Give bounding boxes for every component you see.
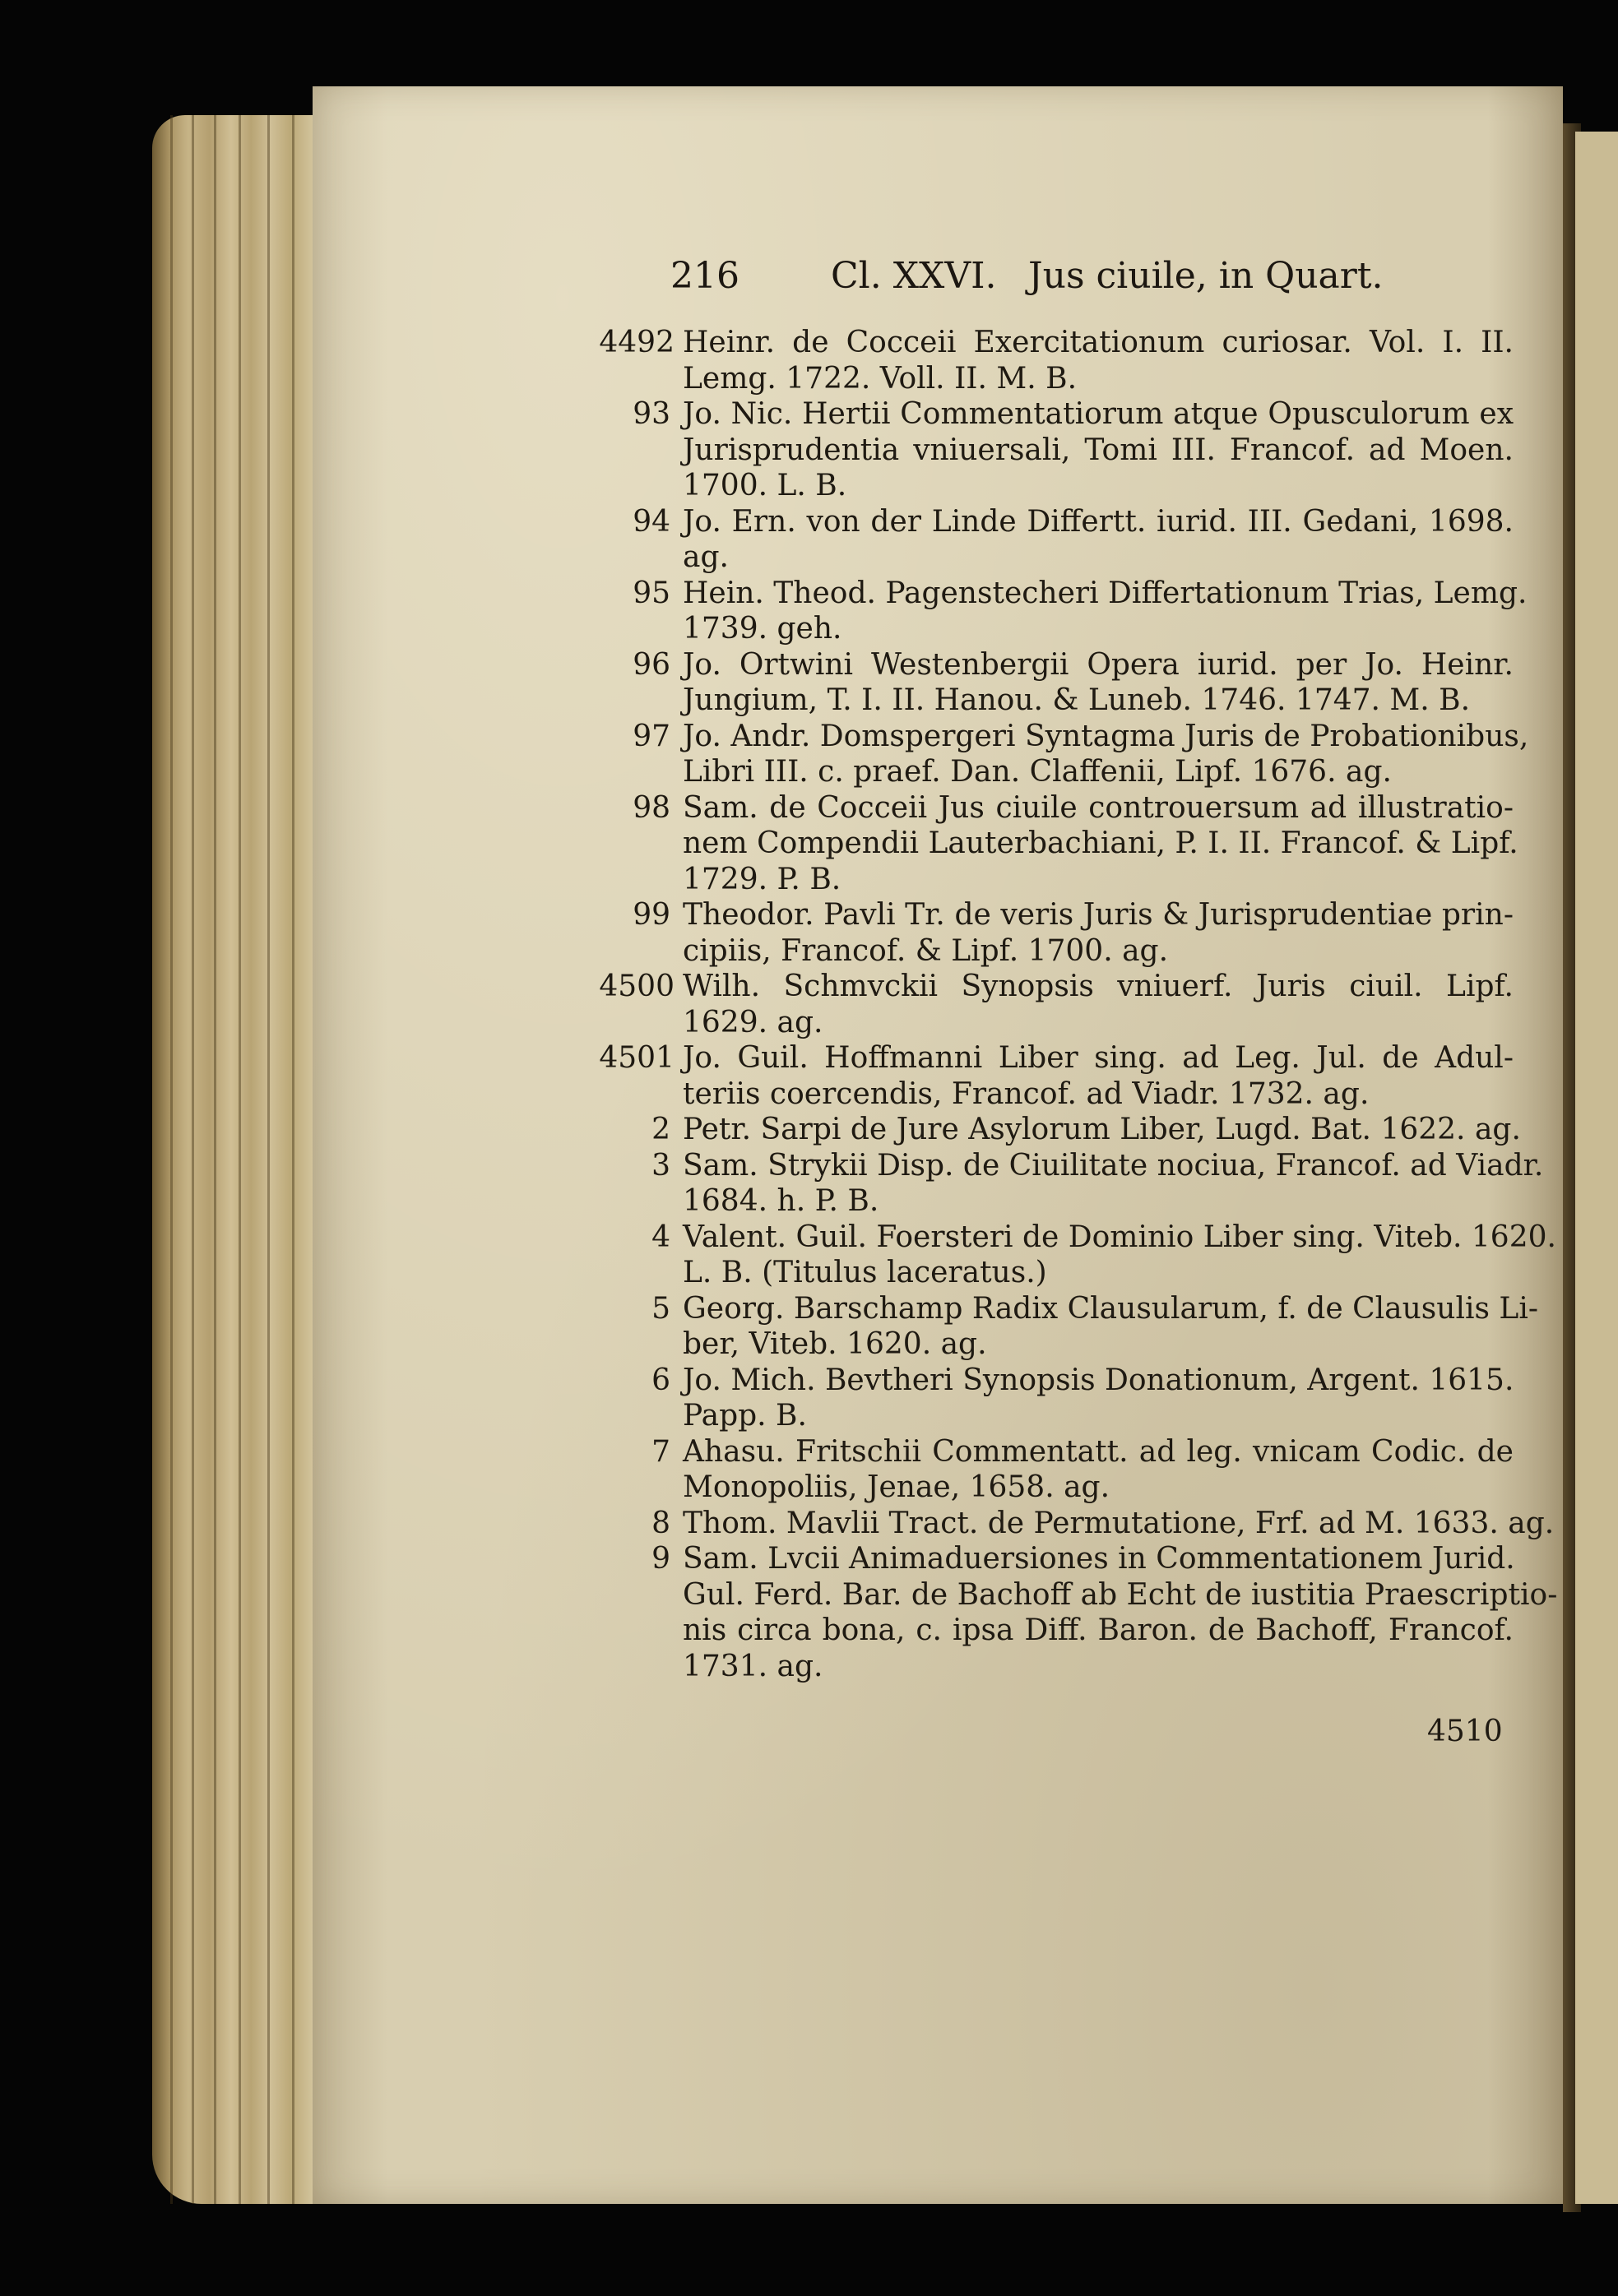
entry-line: Jo. Nic. Hertii Commentatiorum atque Opusculorum ex	[683, 397, 1514, 431]
catalog-entry	[633, 647, 1514, 719]
entry-number: 9	[651, 1542, 670, 1576]
entry-line: teriis coercendis, Francof. ad Viadr. 1732. ag.	[683, 1076, 1370, 1111]
entry-line: 1684. h. P. B.	[683, 1184, 879, 1218]
entry-line: Wilh. Schmvckii Synopsis vniuerf. Juris ciuil. Lipf.	[683, 970, 1514, 1003]
entry-line: L. B. (Titulus laceratus.)	[683, 1256, 1047, 1289]
catalog-entry	[633, 396, 1514, 504]
catalog-entry	[651, 1291, 1538, 1363]
catchword: 4510	[1427, 1715, 1503, 1748]
entry-number: 5	[651, 1291, 670, 1326]
section-title: Jus ciuile, in Quart.	[1028, 255, 1384, 297]
catalog-entry	[599, 1040, 1514, 1112]
entry-line: 1731. ag.	[683, 1649, 823, 1683]
catalog-entry	[651, 1434, 1514, 1506]
entry-line: 1729. P. B.	[683, 862, 841, 896]
entry-line: Georg. Barschamp Radix Clausularum, f. de Clausulis Li-	[683, 1291, 1538, 1326]
entry-line: Jo. Ortwini Westenbergii Opera iurid. per Jo. Heinr.	[683, 647, 1514, 682]
catalog-entry	[633, 504, 1514, 576]
entry-number: 94	[633, 504, 670, 539]
entry-line: Jo. Guil. Hoffmanni Liber sing. ad Leg. Jul. de Adul-	[683, 1041, 1514, 1075]
entry-line: Monopoliis, Jenae, 1658. ag.	[683, 1470, 1110, 1504]
page-header	[670, 255, 1509, 308]
entry-line: Papp. B.	[683, 1399, 807, 1433]
entry-line: Valent. Guil. Foersteri de Dominio Liber sing. Viteb. 1620.	[683, 1220, 1556, 1254]
entry-line: Jo. Andr. Domspergeri Syntagma Juris de Probationibus,	[683, 719, 1529, 753]
catalog-entry	[651, 1220, 1556, 1291]
catalog-entry	[633, 897, 1514, 969]
entry-line: 1700. L. B.	[683, 469, 847, 502]
entry-line: cipiis, Francof. & Lipf. 1700. ag.	[683, 933, 1169, 968]
entry-line: Petr. Sarpi de Jure Asylorum Liber, Lugd. Bat. 1622. ag.	[683, 1113, 1521, 1146]
entry-line: Thom. Mavlii Tract. de Permutatione, Frf. ad M. 1633. ag.	[683, 1506, 1555, 1540]
entry-number: 98	[633, 790, 670, 825]
catalog-entry	[633, 790, 1518, 898]
entry-number: 4492	[599, 326, 675, 359]
entry-number: 6	[651, 1363, 670, 1397]
class-label: Cl. XXVI.	[831, 255, 997, 297]
entry-number: 99	[633, 898, 670, 932]
entry-line: Gul. Ferd. Bar. de Bachoff ab Echt de iustitia Praescriptio-	[683, 1577, 1558, 1612]
entry-number: 4	[651, 1220, 670, 1254]
entry-number: 4501	[599, 1041, 675, 1075]
entry-line: ag.	[683, 540, 729, 574]
entry-line: Sam. Lvcii Animaduersiones in Commentationem Jurid.	[683, 1542, 1515, 1576]
entry-number: 96	[633, 647, 670, 682]
catalog-entries	[599, 325, 1558, 1684]
catalog-entry	[599, 325, 1514, 396]
catalog-entry	[651, 1506, 1555, 1542]
entry-line: Ahasu. Fritschii Commentatt. ad leg. vnicam Codic. de	[683, 1434, 1514, 1469]
entry-number: 97	[633, 719, 670, 753]
entry-number: 3	[651, 1148, 670, 1183]
entry-line: ber, Viteb. 1620. ag.	[683, 1327, 987, 1361]
entry-number: 93	[633, 397, 670, 431]
entry-line: nis circa bona, c. ipsa Diff. Baron. de Bachoff, Francof.	[683, 1613, 1514, 1647]
entry-number: 2	[651, 1113, 670, 1146]
entry-line: Jurisprudentia vniuersali, Tomi III. Francof. ad Moen.	[683, 433, 1514, 467]
entry-line: nem Compendii Lauterbachiani, P. I. II. Francof. & Lipf.	[683, 826, 1518, 860]
entry-line: Lemg. 1722. Voll. II. M. B.	[683, 361, 1078, 396]
catalog-entry	[651, 1112, 1521, 1148]
catalog-entry	[633, 576, 1528, 647]
entry-line: Heinr. de Coccеii Exercitationum curiosar. Vol. I. II.	[683, 326, 1514, 359]
entry-line: Theodor. Pavli Tr. de veris Juris & Jurisprudentiae prin-	[683, 898, 1514, 932]
entry-line: Jo. Ern. von der Linde Differtt. iurid. III. Gedani, 1698.	[683, 504, 1514, 539]
catalog-entry	[651, 1541, 1558, 1684]
catalog-entry	[651, 1363, 1514, 1434]
entry-number: 95	[633, 576, 670, 610]
catalog-entry	[599, 969, 1514, 1040]
facing-page-edge	[1575, 132, 1618, 2204]
entry-number: 7	[651, 1434, 670, 1469]
entry-line: 1629. ag.	[683, 1005, 823, 1039]
entry-line: Libri III. c. praef. Dan. Claffenii, Lipf. 1676. ag.	[683, 755, 1392, 789]
entry-line: 1739. geh.	[683, 612, 842, 646]
catalog-entry	[633, 719, 1529, 790]
book-page-stack	[152, 115, 317, 2204]
entry-line: Sam. de Coccеii Jus ciuile controuersum ad illustratio-	[683, 790, 1514, 825]
catalog-entry	[651, 1148, 1544, 1220]
entry-line: Jo. Mich. Bevtheri Synopsis Donationum, Argent. 1615.	[683, 1363, 1514, 1397]
entry-line: Hein. Theod. Pagenstecheri Differtationum Trias, Lemg.	[683, 576, 1528, 610]
page-number: 216	[670, 255, 739, 297]
entry-number: 8	[651, 1506, 670, 1540]
entry-line: Sam. Strykii Disp. de Ciuilitate nociua, Francof. ad Viadr.	[683, 1148, 1544, 1183]
entry-number: 4500	[599, 970, 675, 1003]
entry-line: Jungium, T. I. II. Hanou. & Luneb. 1746. 1747. M. B.	[683, 683, 1471, 717]
